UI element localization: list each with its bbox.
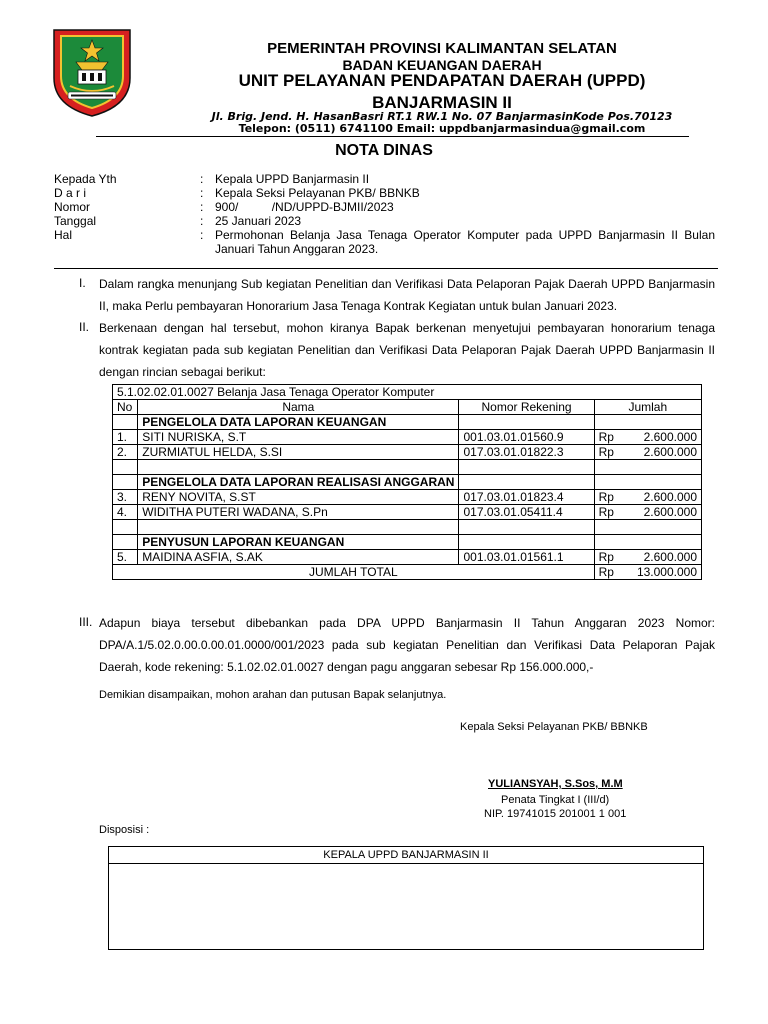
- row-currency: Rp: [594, 445, 624, 460]
- row-nama: RENY NOVITA, S.ST: [138, 490, 459, 505]
- point-number: I.: [79, 276, 86, 290]
- row-rekening: 001.03.01.01560.9: [459, 430, 594, 445]
- row-rekening: 017.03.01.01823.4: [459, 490, 594, 505]
- header-unit: UNIT PELAYANAN PENDAPATAN DAERAH (UPPD): [238, 71, 646, 90]
- row-rekening: 001.03.01.01561.1: [459, 550, 594, 565]
- header-contact: Telepon: (0511) 6741100 Email: uppdbanjarmasindua@gmail.com: [238, 122, 646, 135]
- table-row: [113, 445, 702, 460]
- signer-position: Kepala Seksi Pelayanan PKB/ BBNKB: [460, 721, 648, 733]
- memo-value: Kepala UPPD Banjarmasin II: [215, 172, 370, 186]
- header-city: BANJARMASIN II: [372, 93, 512, 112]
- group-title: PENYUSUN LAPORAN KEUANGAN: [138, 535, 459, 550]
- signer-name: YULIANSYAH, S.Sos, M.M: [488, 778, 623, 790]
- memo-key: Tanggal: [54, 214, 97, 228]
- row-no: 1.: [113, 430, 138, 445]
- table-caption: 5.1.02.02.01.0027 Belanja Jasa Tenaga Operator Komputer: [113, 385, 702, 400]
- total-currency: Rp: [594, 565, 624, 580]
- row-no: 3.: [113, 490, 138, 505]
- table-total-row: [113, 565, 702, 580]
- header-no: No: [113, 400, 138, 415]
- header-agency: BADAN KEUANGAN DAERAH: [342, 57, 542, 73]
- row-nama: SITI NURISKA, S.T: [138, 430, 459, 445]
- point-number: III.: [79, 615, 93, 629]
- total-amount: 13.000.000: [625, 565, 702, 580]
- row-nama: MAIDINA ASFIA, S.AK: [138, 550, 459, 565]
- header-address: Jl. Brig. Jend. H. HasanBasri RT.1 RW.1 No. 07 BanjarmasinKode Pos.70123: [211, 110, 673, 123]
- point-number: II.: [79, 320, 90, 334]
- row-currency: Rp: [594, 430, 624, 445]
- point-text: Adapun biaya tersebut dibebankan pada DPA UPPD Banjarmasin II Tahun Anggaran 2023 Nomor: DPA/A.1/5.02.0.00.0.00.01.0000/001/2023 pada sub kegiatan Penelitian dan Verifikasi Data Pelaporan Pajak Daerah, kode rekening: 5.1.02.02.01.0027 dengan pagu anggaran sebesar Rp 156.000.000,-: [99, 616, 715, 674]
- row-rekening: 017.03.01.05411.4: [459, 505, 594, 520]
- disposisi-box-title: KEPALA UPPD BANJARMASIN II: [109, 847, 703, 864]
- table-group-row: [113, 535, 702, 550]
- row-amount: 2.600.000: [625, 505, 702, 520]
- memo-colon: :: [200, 228, 204, 242]
- signer-rank: Penata Tingkat I (III/d): [501, 794, 610, 806]
- point-text: Dalam rangka menunjang Sub kegiatan Penelitian dan Verifikasi Data Pelaporan Pajak Daerah UPPD Banjarmasin II, maka Perlu pembayaran Honorarium Jasa Tenaga Kontrak Kegiatan untuk bulan Januari 2023.: [99, 277, 715, 313]
- row-amount: 2.600.000: [625, 550, 702, 565]
- memo-colon: :: [200, 200, 204, 214]
- header-rule: [96, 136, 689, 137]
- memo-value: 25 Januari 2023: [215, 214, 302, 228]
- row-amount: 2.600.000: [625, 445, 702, 460]
- point-text: Berkenaan dengan hal tersebut, mohon kiranya Bapak berkenan menyetujui pembayaran honorarium tenaga kontrak kegiatan pada sub kegiatan Penelitian dan Verifikasi Data Pelaporan Pajak Daerah UPPD Banjarmasin II dengan rincian sebagai berikut:: [99, 321, 715, 379]
- closing-text: Demikian disampaikan, mohon arahan dan putusan Bapak selanjutnya.: [99, 689, 447, 701]
- row-nama: WIDITHA PUTERI WADANA, S.Pn: [138, 505, 459, 520]
- payment-table: [112, 384, 702, 580]
- signer-nip: NIP. 19741015 201001 1 001: [484, 808, 627, 820]
- row-nama: ZURMIATUL HELDA, S.SI: [138, 445, 459, 460]
- memo-key: Nomor: [54, 200, 91, 214]
- memo-value: Permohonan Belanja Jasa Tenaga Operator Komputer pada UPPD Banjarmasin II Bulan Januari Tahun Anggaran 2023.: [215, 228, 715, 256]
- group-title: PENGELOLA DATA LAPORAN REALISASI ANGGARAN: [138, 475, 459, 490]
- header-rekening: Nomor Rekening: [459, 400, 594, 415]
- memo-colon: :: [200, 186, 204, 200]
- table-header-row: [113, 400, 702, 415]
- group-title: PENGELOLA DATA LAPORAN KEUANGAN: [138, 415, 459, 430]
- header-government: PEMERINTAH PROVINSI KALIMANTAN SELATAN: [267, 40, 617, 57]
- row-amount: 2.600.000: [625, 490, 702, 505]
- memo-key: Kepada Yth: [54, 172, 117, 186]
- table-group-row: [113, 415, 702, 430]
- memo-value: Kepala Seksi Pelayanan PKB/ BBNKB: [215, 186, 420, 200]
- memo-colon: :: [200, 214, 204, 228]
- row-currency: Rp: [594, 490, 624, 505]
- row-amount: 2.600.000: [625, 430, 702, 445]
- table-caption-row: [113, 385, 702, 400]
- disposisi-box: [108, 846, 704, 950]
- memo-key: D a r i: [54, 186, 87, 200]
- header-jumlah: Jumlah: [594, 400, 701, 415]
- table-row: [113, 550, 702, 565]
- table-row: [113, 505, 702, 520]
- row-rekening: 017.03.01.01822.3: [459, 445, 594, 460]
- table-row: [113, 490, 702, 505]
- memo-value: 900/ /ND/UPPD-BJMII/2023: [215, 200, 394, 214]
- row-currency: Rp: [594, 550, 624, 565]
- total-label: JUMLAH TOTAL: [113, 565, 595, 580]
- table-group-row: [113, 475, 702, 490]
- row-no: 5.: [113, 550, 138, 565]
- document-title: NOTA DINAS: [335, 142, 433, 159]
- table-spacer-row: [113, 460, 702, 475]
- memo-rule: [54, 268, 718, 269]
- memo-key: Hal: [54, 228, 73, 242]
- disposisi-label: Disposisi :: [99, 824, 150, 836]
- header-nama: Nama: [138, 400, 459, 415]
- row-no: 4.: [113, 505, 138, 520]
- table-row: [113, 430, 702, 445]
- table-spacer-row: [113, 520, 702, 535]
- row-no: 2.: [113, 445, 138, 460]
- row-currency: Rp: [594, 505, 624, 520]
- memo-colon: :: [200, 172, 204, 186]
